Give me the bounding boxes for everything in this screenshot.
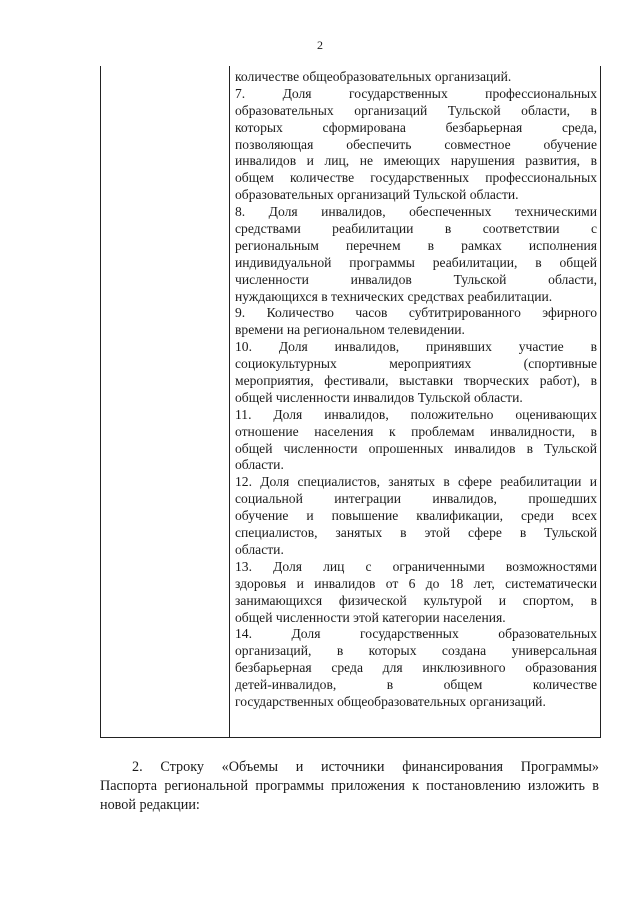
table-cell-line: образовательных организаций Тульской области. [235,187,519,203]
table-cell-line: отношение населения к проблемам инвалидности, в [235,423,597,439]
table-cell-line: мероприятия, фестивали, выставки творческих работ), в [235,373,597,389]
table-cell-line: которых сформирована безбарьерная среда, [235,119,597,135]
table-cell-line: специалистов, занятых в этой сфере в Тульской [235,525,597,541]
table-cell-line: 14. Доля государственных образовательных [235,626,597,642]
table-cell-line: государственных общеобразовательных организаций. [235,693,546,709]
table-cell-line: 9. Количество часов субтитрированного эфирного [235,305,597,321]
table-cell-line: общей численности этой категории населения. [235,609,506,625]
table-cell-line: области. [235,457,284,473]
table-cell-line: индивидуальной программы реабилитации, в общей [235,254,597,270]
table-cell-line: обучение и повышение квалификации, среди всех [235,508,597,524]
table-cell-line: региональным перечнем в рамках исполнения [235,237,597,253]
table-cell-line: здоровья и инвалидов от 6 до 18 лет, систематически [235,575,597,591]
paragraph-line: 2. Строку «Объемы и источники финансирования Программы» [132,759,599,775]
table-cell-line: 10. Доля инвалидов, принявших участие в [235,339,597,355]
table-cell-line: социальной интеграции инвалидов, прошедших [235,491,597,507]
table-right-column [230,66,600,737]
table-cell-line: нуждающихся в технических средствах реабилитации. [235,288,553,304]
table-cell-line: безбарьерная среда для инклюзивного образования [235,660,597,676]
table-cell-line: 12. Доля специалистов, занятых в сфере реабилитации и [235,474,597,490]
table-cell-line: средствами реабилитации в соответствии с [235,221,597,237]
table-cell-line: времени на региональном телевидении. [235,322,465,338]
table-cell-line: занимающихся физической культурой и спортом, в [235,592,597,608]
table-cell-line: позволяющая обеспечить совместное обучение [235,136,597,152]
table-cell-line: общей численности инвалидов Тульской области. [235,389,523,405]
page-number: 2 [317,38,323,52]
table-cell-line: численности инвалидов Тульской области, [235,271,597,287]
amendment-paragraph [100,758,599,815]
paragraph-line: Паспорта региональной программы приложения к постановлению изложить в [100,778,599,794]
table-cell-line: организаций, в которых создана универсальная [235,643,597,659]
paragraph-line: новой редакции: [100,797,200,813]
passport-table [100,66,601,738]
table-cell-line: образовательных организаций Тульской области, в [235,102,597,118]
table-cell-line: детей-инвалидов, в общем количестве [235,677,597,693]
table-cell-line: 7. Доля государственных профессиональных [235,85,597,101]
table-left-column [101,66,230,737]
table-cell-line: 8. Доля инвалидов, обеспеченных техническими [235,204,597,220]
table-cell-line: области. [235,541,284,557]
table-cell-line: общем количестве государственных профессиональных [235,170,597,186]
table-cell-line: инвалидов и лиц, не имеющих нарушения развития, в [235,153,597,169]
table-cell-line: количестве общеобразовательных организаций. [235,69,512,84]
table-cell-line: общей численности опрошенных инвалидов в Тульской [235,440,597,456]
table-cell-line: социокультурных мероприятиях (спортивные [235,356,597,372]
table-cell-line: 11. Доля инвалидов, положительно оценивающих [235,406,597,422]
table-cell-line: 13. Доля лиц с ограниченными возможностями [235,558,597,574]
